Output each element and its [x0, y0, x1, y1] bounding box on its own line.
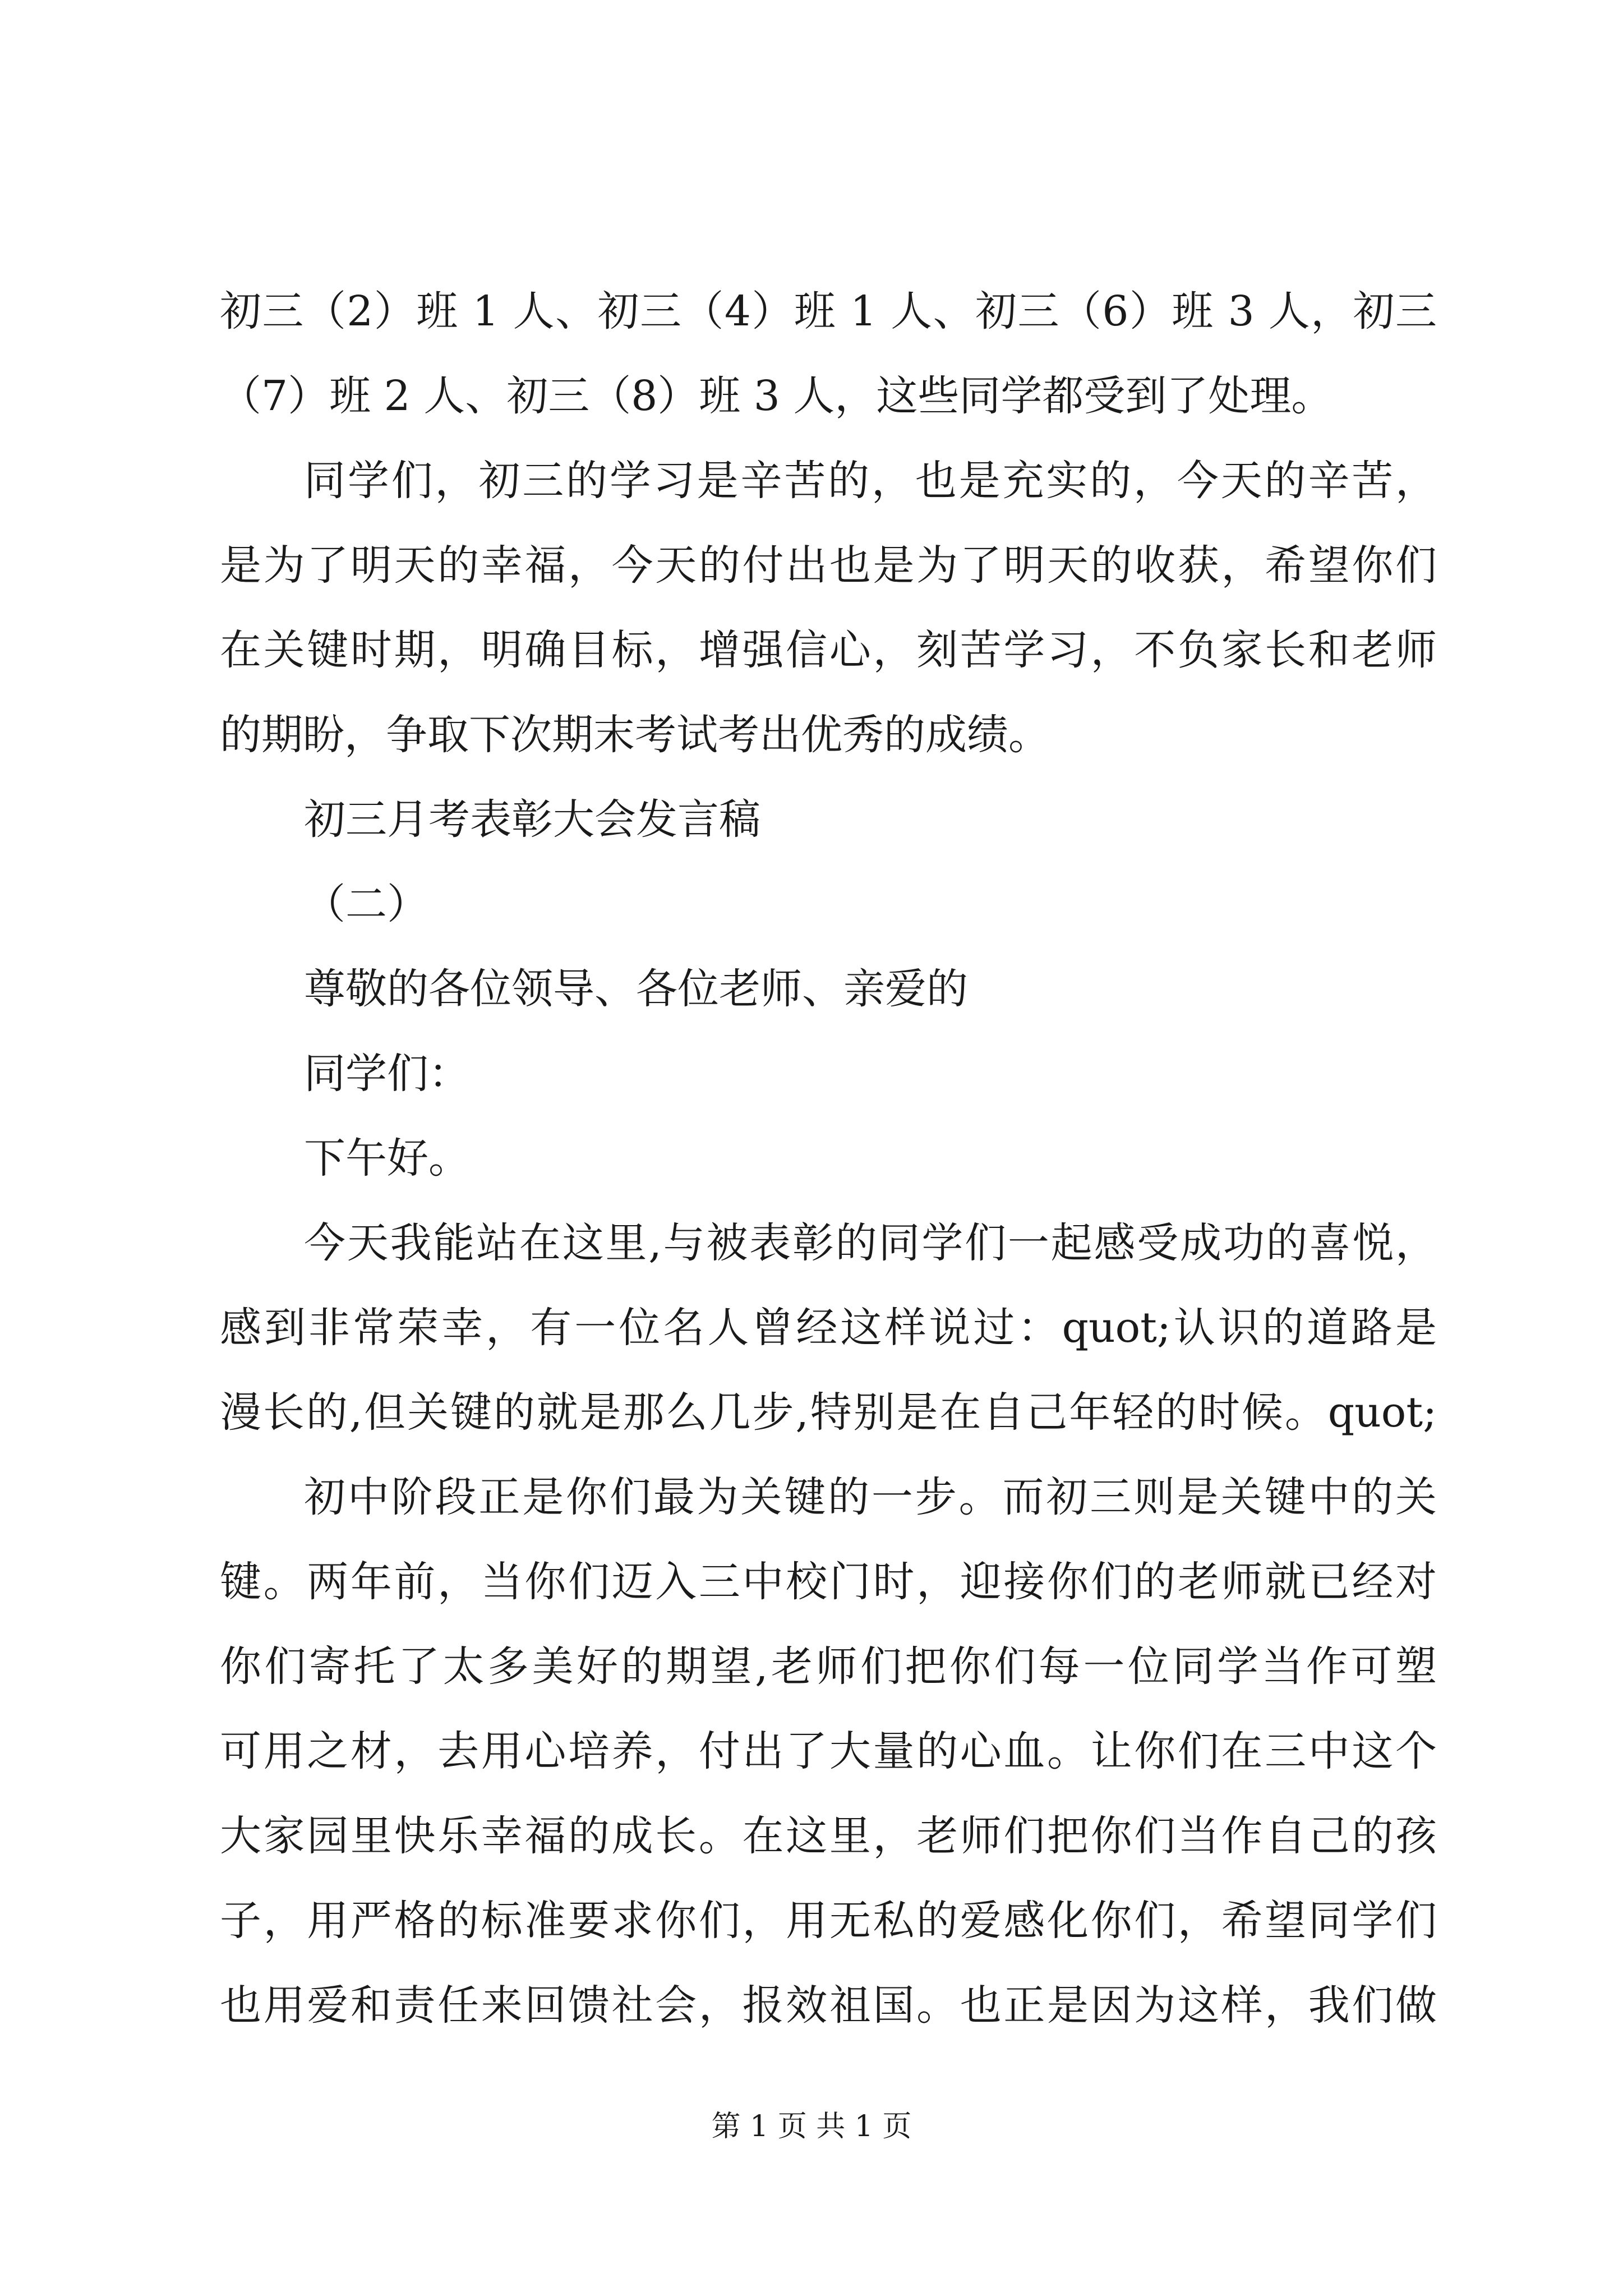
- paragraph-start-line: 今天我能站在这里,与被表彰的同学们一起感受成功的喜悦，: [304, 1219, 1437, 1267]
- section-title: 初三月考表彰大会发言稿: [304, 795, 760, 844]
- salutation-line: 尊敬的各位领导、各位老师、亲爱的: [304, 965, 968, 1013]
- text-line: 初三（2）班 1 人、初三（4）班 1 人、初三（6）班 3 人，初三: [220, 287, 1437, 335]
- text-line: 你们寄托了太多美好的期望,老师们把你们每一位同学当作可塑: [220, 1642, 1437, 1691]
- salutation-line: 同学们：: [304, 1050, 470, 1098]
- greeting-line: 下午好。: [304, 1134, 470, 1182]
- document-body: [220, 269, 1437, 2048]
- section-number: （二）: [304, 880, 428, 928]
- text-line: 漫长的,但关键的就是那么几步,特别是在自己年轻的时候。quot;: [220, 1388, 1437, 1437]
- text-line: 感到非常荣幸，有一位名人曾经这样说过：quot;认识的道路是: [220, 1304, 1437, 1352]
- text-line: 也用爱和责任来回馈社会，报效祖国。也正是因为这样，我们做: [220, 1981, 1437, 2030]
- text-line: 大家园里快乐幸福的成长。在这里，老师们把你们当作自己的孩: [220, 1812, 1437, 1860]
- page-footer: [0, 2102, 1623, 2145]
- text-line: 子，用严格的标准要求你们，用无私的爱感化你们，希望同学们: [220, 1897, 1437, 1945]
- text-line: 是为了明天的幸福，今天的付出也是为了明天的收获，希望你们: [220, 541, 1437, 590]
- text-line: 在关键时期，明确目标，增强信心，刻苦学习，不负家长和老师: [220, 626, 1437, 674]
- text-line: 可用之材，去用心培养，付出了大量的心血。让你们在三中这个: [220, 1727, 1437, 1775]
- paragraph-start-line: 同学们，初三的学习是辛苦的，也是充实的，今天的辛苦，: [304, 457, 1437, 505]
- paragraph-start-line: 初中阶段正是你们最为关键的一步。而初三则是关键中的关: [304, 1473, 1437, 1521]
- text-line: 的期盼，争取下次期末考试考出优秀的成绩。: [220, 711, 1050, 759]
- page-number: 第 1 页 共 1 页: [711, 2110, 912, 2143]
- text-line: （7）班 2 人、初三（8）班 3 人，这些同学都受到了处理。: [220, 372, 1333, 420]
- text-line: 键。两年前，当你们迈入三中校门时，迎接你们的老师就已经对: [220, 1558, 1437, 1606]
